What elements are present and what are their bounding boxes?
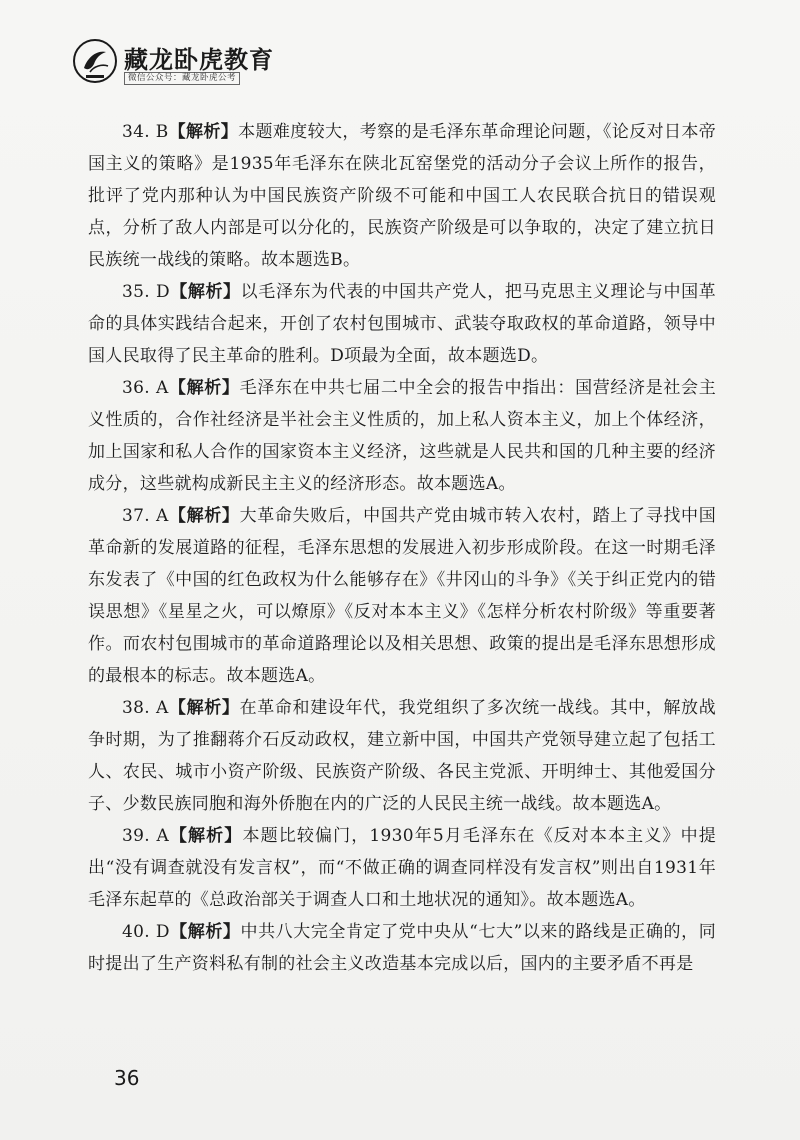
explanation-text: 大革命失败后，中国共产党由城市转入农村，踏上了寻找中国革命新的发展道路的征程，毛泽东思想的发展进入初步形成阶段。在这一时期毛泽东发表了《中国的红色政权为什么能够存在》《井冈山的斗争》《关于纠正党内的错误思想》《星星之火，可以燎原》《反对本本主义》《怎样分析农村阶级》等重要著作。而农村包围城市的革命道路理论以及相关思想、政策的提出是毛泽东思想形成的最根本的标志。故本题选A。 [88,506,716,686]
explanation-paragraph [88,820,716,916]
analysis-tag: 【解析】 [168,506,240,526]
explanation-text: 在革命和建设年代，我党组织了多次统一战线。其中，解放战争时期，为了推翻蒋介石反动政权，建立新中国，中国共产党领导建立起了包括工人、农民、城市小资产阶级、民族资产阶级、各民主党派、开明绅士、其他爱国分子、少数民族同胞和海外侨胞在内的广泛的人民民主统一战线。故本题选A。 [88,698,716,814]
question-answer: 34. B [122,122,169,142]
analysis-tag: 【解析】 [169,922,241,942]
analysis-tag: 【解析】 [169,282,241,302]
explanation-paragraph [88,500,716,692]
answer-explanations [88,116,716,980]
explanation-paragraph [88,916,716,980]
page-number: 36 [114,1066,140,1090]
explanation-paragraph [88,372,716,500]
brand-logo-icon [72,38,118,84]
question-answer: 35. D [122,282,170,302]
analysis-tag: 【解析】 [169,826,243,846]
analysis-tag: 【解析】 [168,698,240,718]
page-header [72,38,372,88]
explanation-text: 本题难度较大，考察的是毛泽东革命理论问题，《论反对日本帝国主义的策略》是1935年毛泽东在陕北瓦窑堡党的活动分子会议上所作的报告，批评了党内那种认为中国民族资产阶级不可能和中国工人农民联合抗日的错误观点，分析了敌人内部是可以分化的，民族资产阶级是可以争取的，决定了建立抗日民族统一战线的策略。故本题选B。 [88,122,716,270]
brand-title: 藏龙卧虎教育 [124,46,274,74]
question-answer: 40. D [122,922,170,942]
explanation-paragraph [88,276,716,372]
brand-subtitle: 微信公众号：藏龙卧虎公考 [124,72,240,85]
explanation-paragraph [88,116,716,276]
question-answer: 38. A [122,698,169,718]
question-answer: 37. A [122,506,169,526]
explanation-text: 本题比较偏门，1930年5月毛泽东在《反对本本主义》中提出“没有调查就没有发言权”，而“不做正确的调查同样没有发言权”则出自1931年毛泽东起草的《总政治部关于调查人口和土地状况的通知》。故本题选A。 [88,826,717,910]
explanation-text: 毛泽东在中共七届二中全会的报告中指出：国营经济是社会主义性质的，合作社经济是半社会主义性质的，加上私人资本主义，加上个体经济，加上国家和私人合作的国家资本主义经济，这些就是人民共和国的几种主要的经济成分，这些就构成新民主主义的经济形态。故本题选A。 [88,378,716,494]
analysis-tag: 【解析】 [168,122,239,142]
question-answer: 36. A [122,378,169,398]
explanation-text: 中共八大完全肯定了党中央从“七大”以来的路线是正确的，同时提出了生产资料私有制的社会主义改造基本完成以后，国内的主要矛盾不再是 [88,922,717,974]
analysis-tag: 【解析】 [168,378,240,398]
explanation-paragraph [88,692,716,820]
explanation-text: 以毛泽东为代表的中国共产党人，把马克思主义理论与中国革命的具体实践结合起来，开创了农村包围城市、武装夺取政权的革命道路，领导中国人民取得了民主革命的胜利。D项最为全面，故本题选D。 [88,282,716,366]
question-answer: 39. A [122,826,170,846]
